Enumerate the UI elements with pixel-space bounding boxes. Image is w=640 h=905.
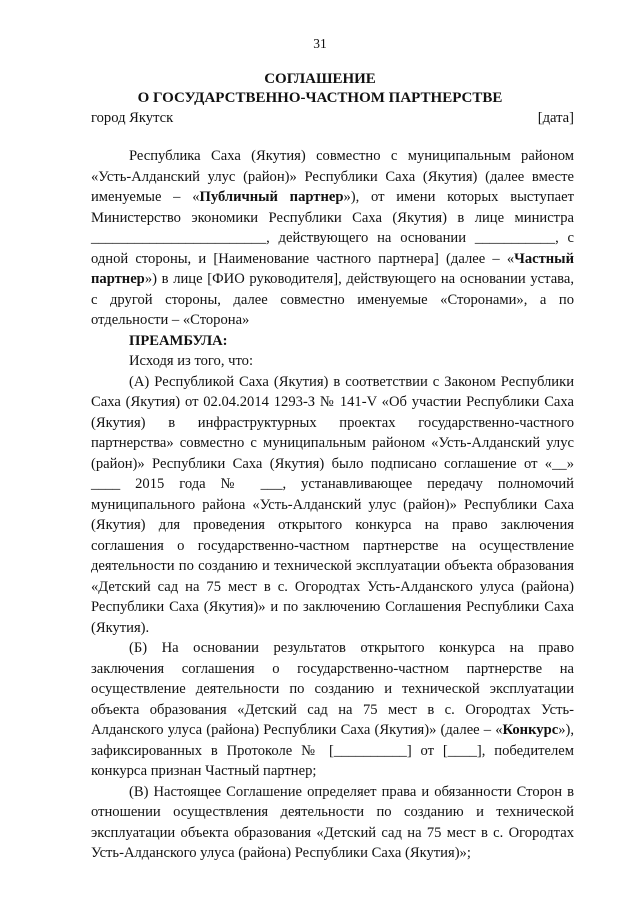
intro-paragraph: Республика Саха (Якутия) совместно с муниципальным районом «Усть-Алданский улус (район)» Республики Саха (Якутия) (далее вместе именуемые – «Публичный партнер»), от имени которых выступает Министерство экономики Республики Саха (Якутия) в лице министра ________________________, действующего на основании ___________, с одной стороны, и [Наименование частного партнера] (далее – «Частный партнер») в лице [ФИО руководителя], действующего на основании устава, с другой стороны, далее совместно именуемые «Сторонами», а по отдельности – «Сторона»	[91, 148, 574, 328]
city-date-row	[91, 109, 574, 127]
clause-b: (Б) На основании результатов открытого конкурса на право заключения соглашения о государственно-частном партнерстве на осуществление деятельности по созданию и технической эксплуатации объекта образования «Детский сад на 75 мест в с. Огородтах Усть-Алданского улуса (района) Республики Саха (Якутия)» (далее – «Конкурс»), зафиксированных в Протоколе № [__________] от [____], победителем конкурса признан Частный партнер;	[91, 640, 574, 779]
page-number: 31	[313, 36, 327, 51]
preamble-heading: ПРЕАМБУЛА:	[129, 332, 228, 349]
document-title: СОГЛАШЕНИЕ	[264, 71, 376, 87]
city: город Якутск	[91, 110, 174, 126]
public-partner-term: Публичный партнер	[199, 189, 344, 205]
document-subtitle: О ГОСУДАРСТВЕННО-ЧАСТНОМ ПАРТНЕРСТВЕ	[137, 90, 503, 106]
clause-c: (В) Настоящее Соглашение определяет права и обязанности Сторон в отношении осуществления деятельности по созданию и технической эксплуатации объекта образования «Детский сад на 75 мест в с. Огородтах Усть-Алданского улуса (района) Республики Саха (Якутия)»;	[91, 783, 574, 861]
preamble-lead: Исходя из того, что:	[129, 353, 254, 369]
contest-term: Конкурс	[502, 722, 559, 738]
document-body	[91, 146, 574, 864]
private-partner-term: Частный партнер	[91, 250, 574, 287]
date-placeholder: [дата]	[537, 110, 574, 126]
clause-a: (А) Республикой Саха (Якутия) в соответствии с Законом Республики Саха (Якутия) от 02.04.2014 1293-З № 141-V «Об участии Республики Саха (Якутия) в инфраструктурных проектах государственно-частного партнерства» совместно с муниципальным районом «Усть-Алданский улус (район)» Республики Саха (Якутия) было подписано соглашение от «__» ____ 2015 года № ___, устанавливающее передачу полномочий муниципального района «Усть-Алданский улус (район)» Республики Саха (Якутия) для проведения открытого конкурса на право заключения соглашения о государственно-частном партнерстве на осуществление деятельности по созданию и технической эксплуатации объекта образования «Детский сад на 75 мест в с. Огородтах Усть-Алданского улуса (района) Республики Саха (Якутия)» и по заключению Соглашения Республики Саха (Якутия).	[91, 373, 574, 636]
